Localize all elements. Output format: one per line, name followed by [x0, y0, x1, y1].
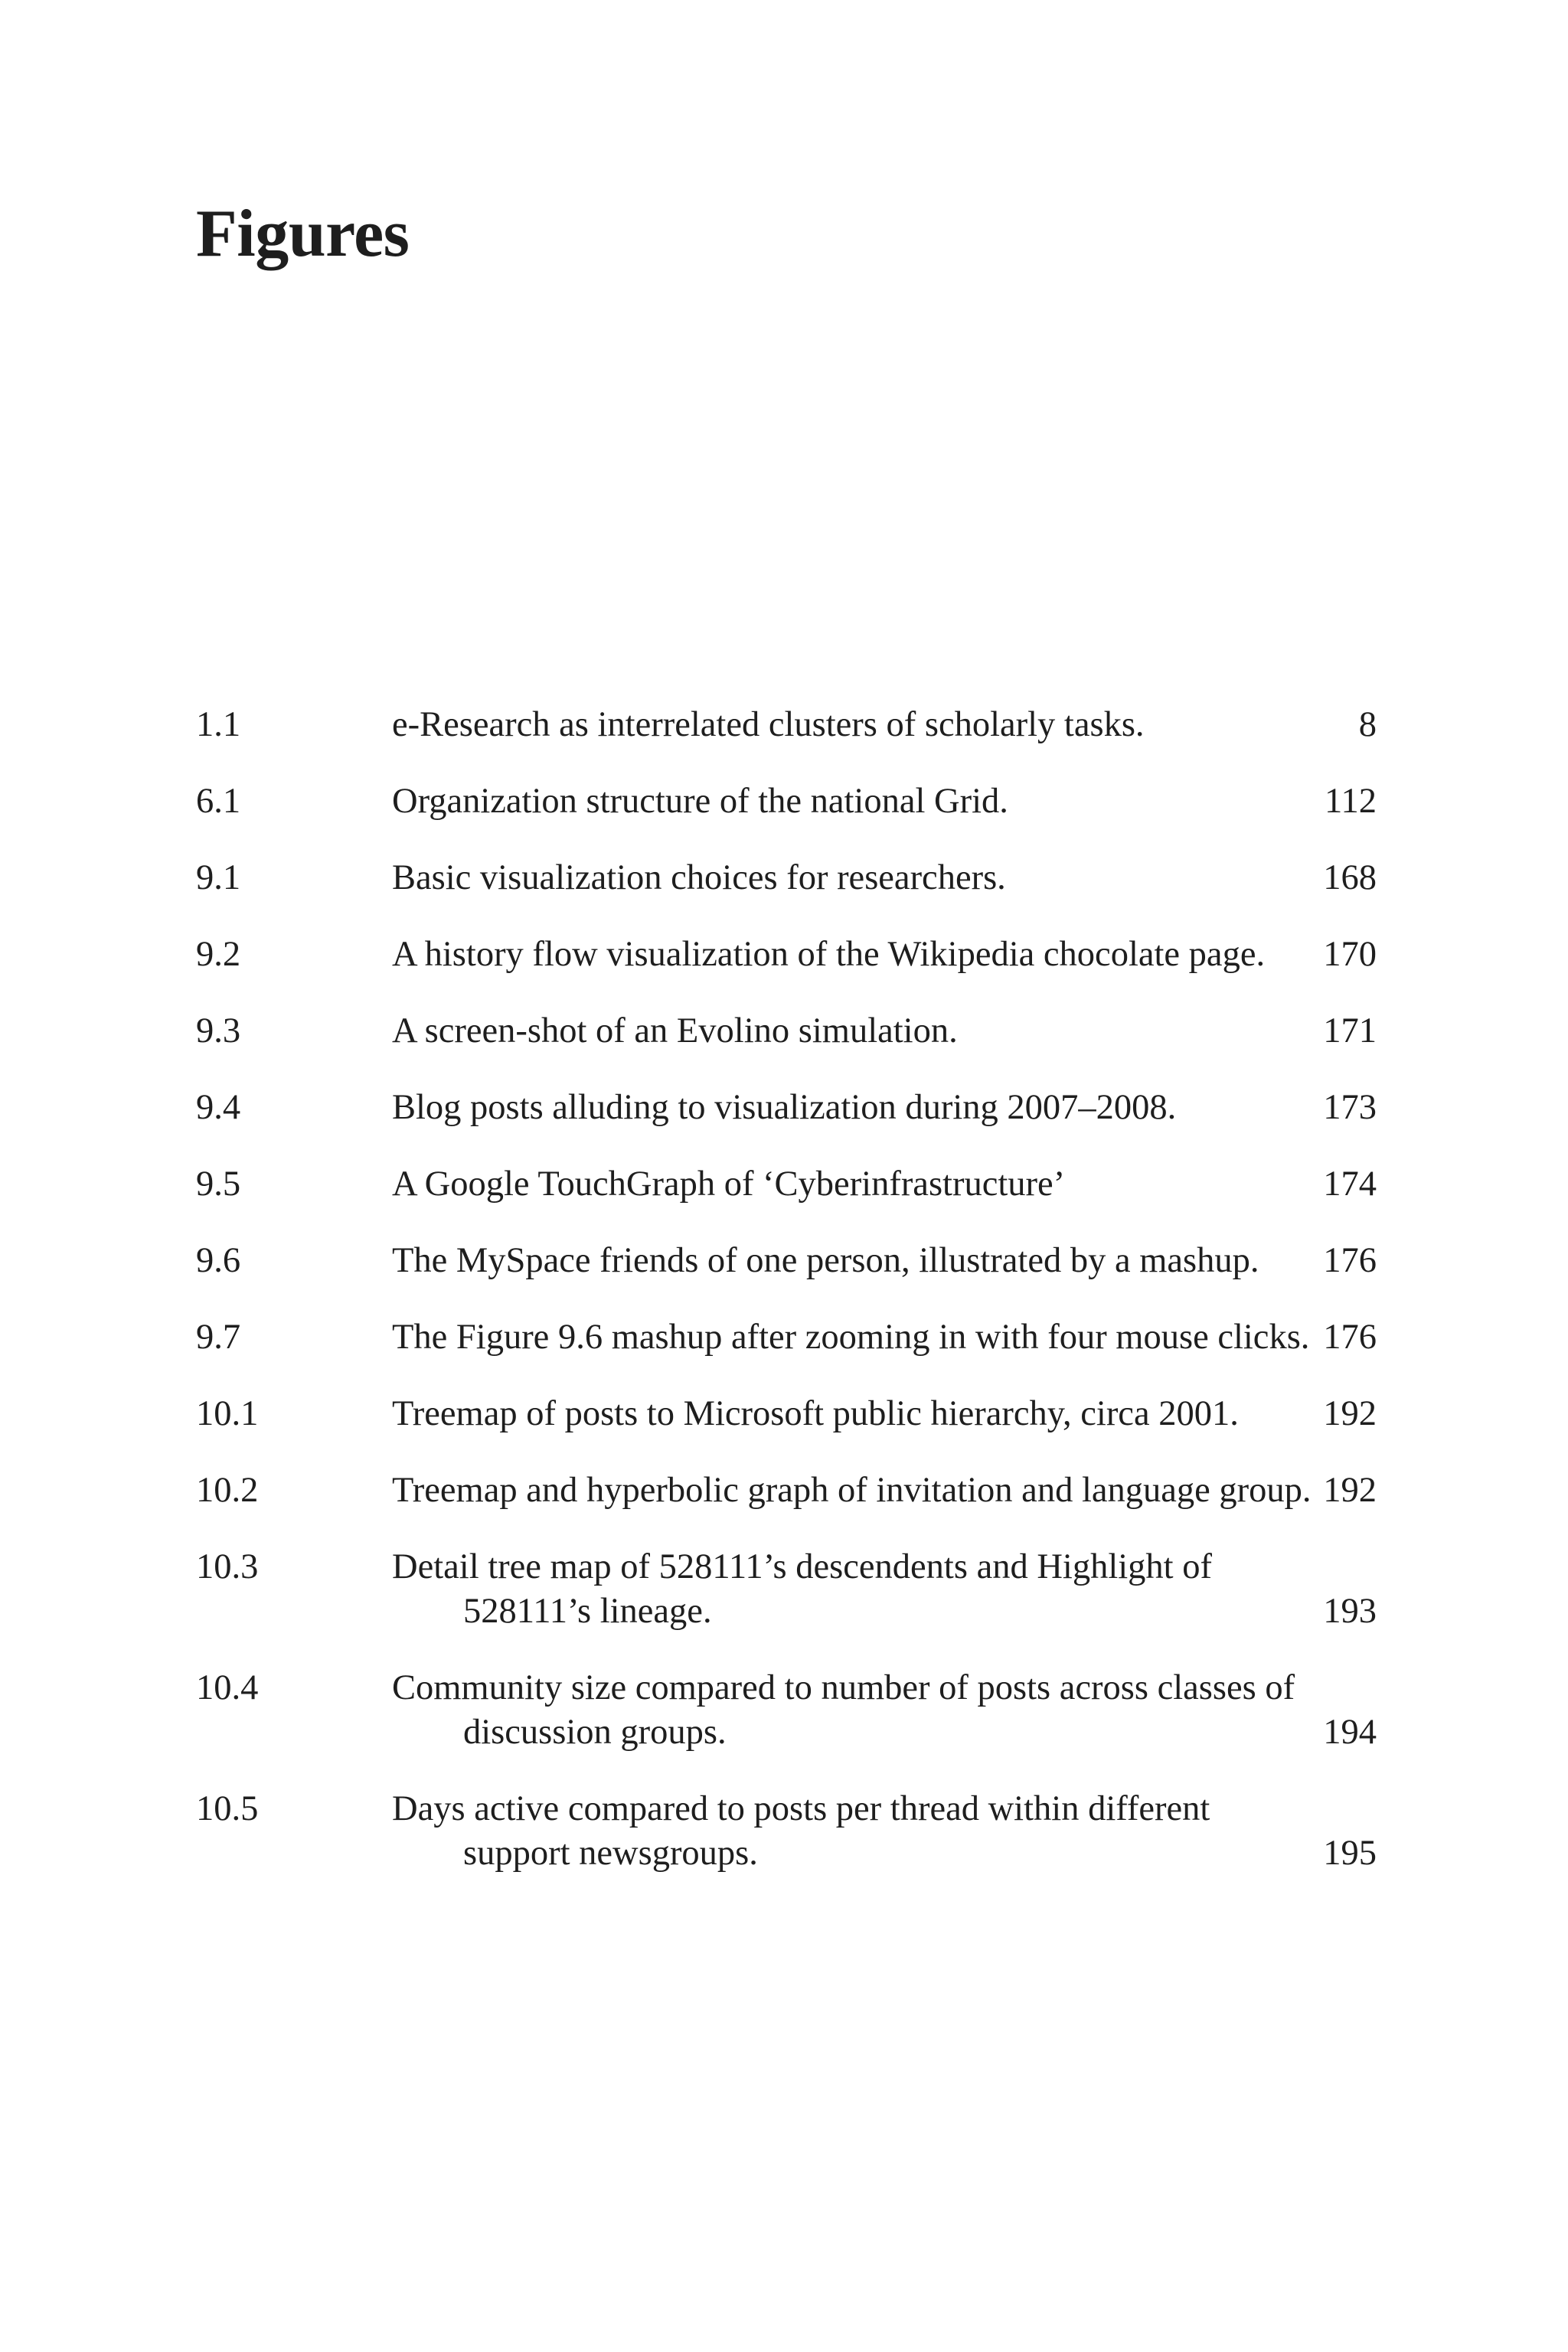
figure-number: 1.1: [196, 705, 241, 744]
figure-page: 168: [1323, 858, 1377, 897]
figure-entry: [196, 1009, 1377, 1054]
figure-title: Basic visualization choices for researchers.: [392, 858, 1006, 897]
figure-title: Community size compared to number of posts across classes of discussion groups.: [392, 1668, 1295, 1752]
figure-entry: [196, 1545, 1377, 1634]
figure-entry: [196, 1666, 1377, 1755]
figure-page: 173: [1323, 1088, 1377, 1127]
figure-title: A history flow visualization of the Wikipedia chocolate page.: [392, 935, 1266, 974]
figure-page: 192: [1323, 1394, 1377, 1433]
figure-title: e-Research as interrelated clusters of scholarly tasks.: [392, 705, 1145, 744]
figure-entry: [196, 779, 1377, 824]
figure-page: 8: [1358, 705, 1377, 744]
page-title: Figures: [196, 197, 410, 271]
figure-number: 9.1: [196, 858, 241, 897]
figure-page: 192: [1323, 1471, 1377, 1510]
figure-number: 10.3: [196, 1547, 259, 1586]
figure-page: 170: [1323, 935, 1377, 974]
figure-entry: [196, 1787, 1377, 1876]
figure-title: A screen-shot of an Evolino simulation.: [392, 1011, 958, 1050]
figure-number: 9.2: [196, 935, 241, 974]
figure-number: 10.1: [196, 1394, 259, 1433]
figure-number: 9.7: [196, 1318, 241, 1357]
figure-title: Treemap and hyperbolic graph of invitation and language group.: [392, 1471, 1312, 1510]
figure-entry: [196, 1162, 1377, 1207]
figure-number: 9.4: [196, 1088, 241, 1127]
figure-page: 174: [1323, 1165, 1377, 1204]
figure-entry: [196, 1315, 1377, 1360]
figure-title: Blog posts alluding to visualization during 2007–2008.: [392, 1088, 1177, 1127]
figure-number: 10.2: [196, 1471, 259, 1510]
figure-entry: [196, 1392, 1377, 1436]
figure-entry: [196, 703, 1377, 747]
figure-page: 112: [1324, 782, 1377, 821]
figure-number: 6.1: [196, 782, 241, 821]
figure-title: A Google TouchGraph of ‘Cyberinfrastructure’: [392, 1165, 1066, 1204]
figure-page: 193: [1323, 1592, 1377, 1631]
figure-entry: [196, 1086, 1377, 1130]
figure-page: 194: [1323, 1713, 1377, 1752]
figure-number: 10.5: [196, 1789, 259, 1828]
figure-entry: [196, 856, 1377, 900]
figure-page: 176: [1323, 1241, 1377, 1280]
figure-number: 9.6: [196, 1241, 241, 1280]
figure-number: 9.3: [196, 1011, 241, 1050]
figure-entry: [196, 1468, 1377, 1513]
figure-title: The Figure 9.6 mashup after zooming in with four mouse clicks.: [392, 1318, 1310, 1357]
figure-list: [196, 703, 1377, 1908]
figure-title: Days active compared to posts per thread within different support newsgroups.: [392, 1789, 1210, 1873]
figure-title: Organization structure of the national Grid.: [392, 782, 1008, 821]
figure-entry: [196, 933, 1377, 977]
figure-number: 9.5: [196, 1165, 241, 1204]
figure-page: 171: [1323, 1011, 1377, 1050]
figure-title: Detail tree map of 528111’s descendents and Highlight of 528111’s lineage.: [392, 1547, 1212, 1631]
figure-number: 10.4: [196, 1668, 259, 1707]
figure-entry: [196, 1239, 1377, 1283]
figure-page: 195: [1323, 1834, 1377, 1873]
figure-title: Treemap of posts to Microsoft public hierarchy, circa 2001.: [392, 1394, 1239, 1433]
figure-title: The MySpace friends of one person, illustrated by a mashup.: [392, 1241, 1259, 1280]
figure-page: 176: [1323, 1318, 1377, 1357]
